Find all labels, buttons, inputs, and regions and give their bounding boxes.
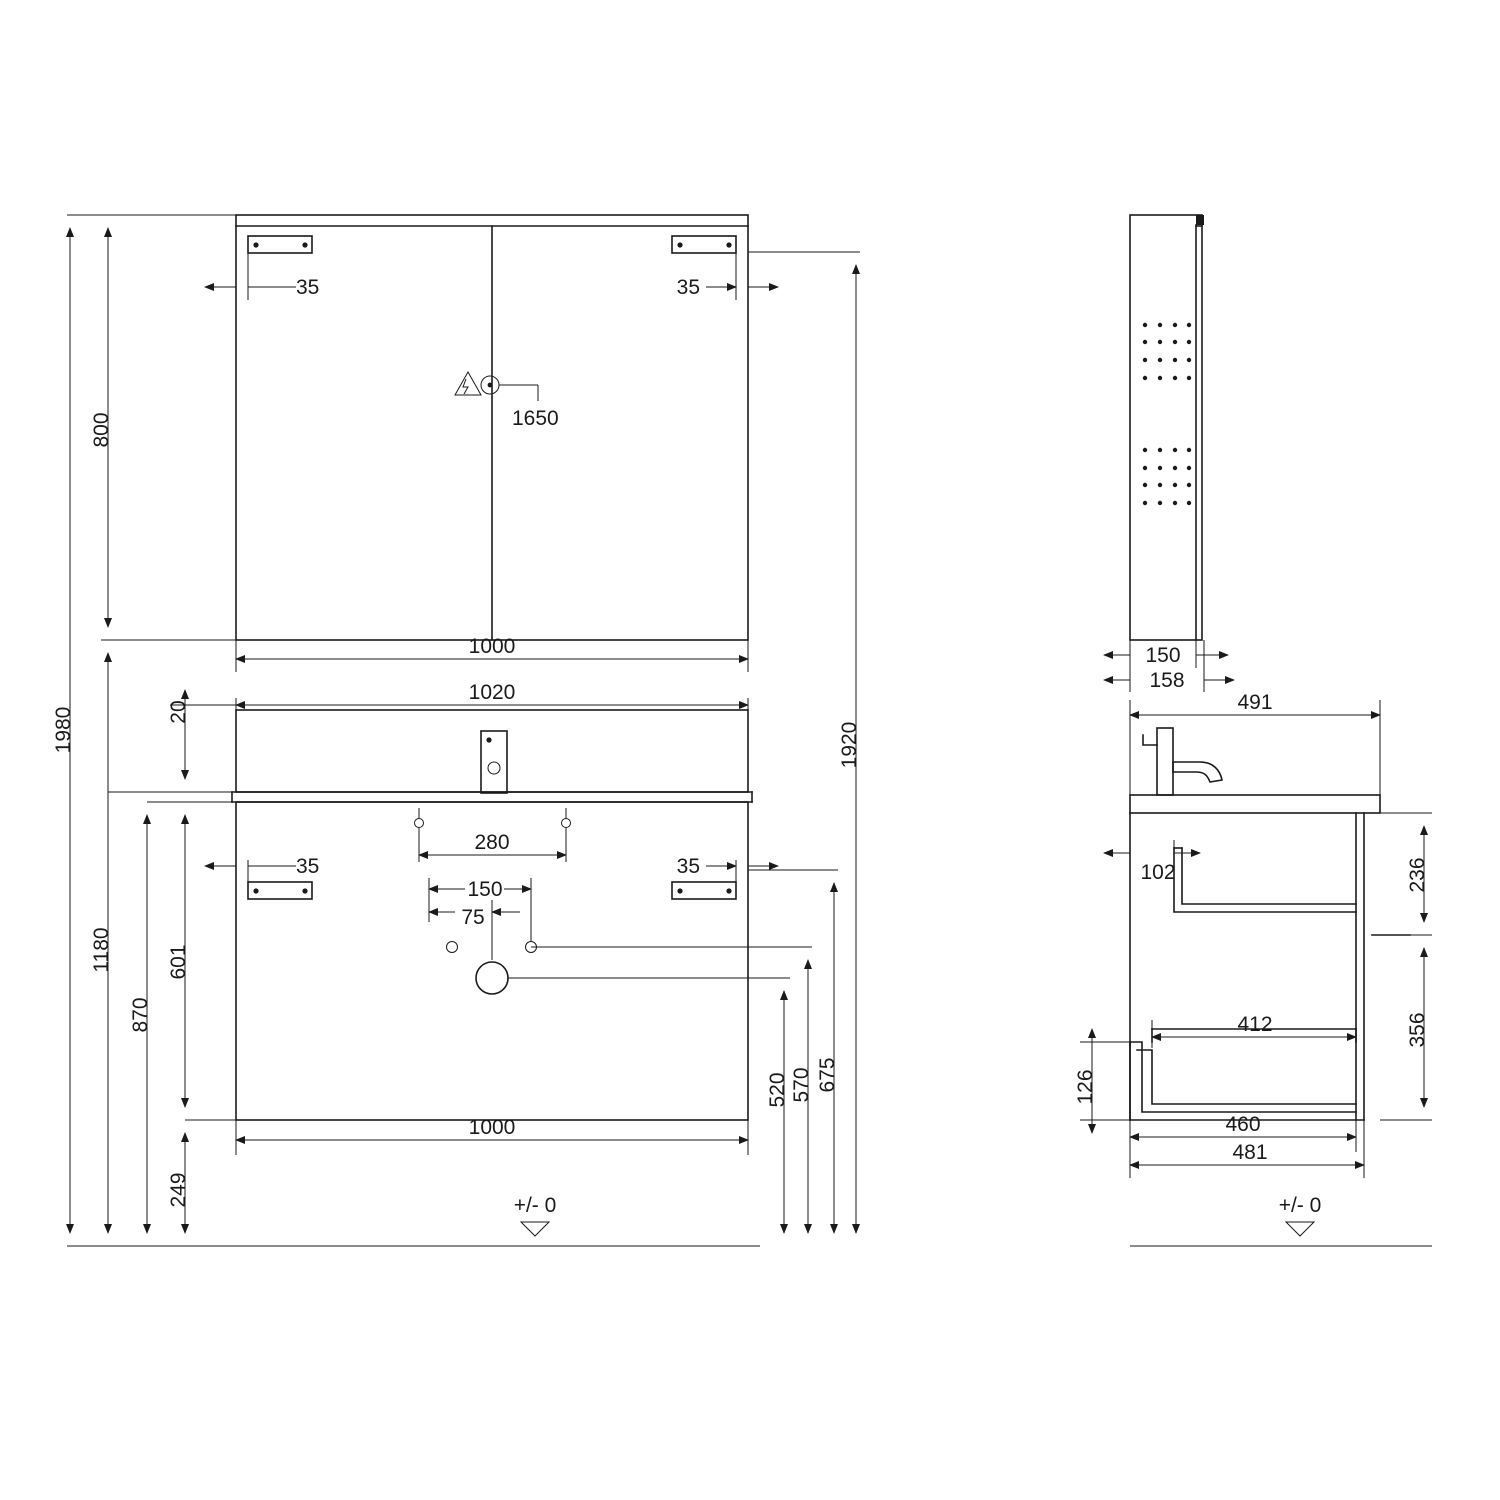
dim-total-height-1980 bbox=[52, 215, 236, 1246]
bracket-right-vanity bbox=[672, 882, 736, 899]
svg-text:460: 460 bbox=[1225, 1113, 1261, 1136]
svg-text:491: 491 bbox=[1237, 691, 1273, 714]
dim-fixing-spacing-280 bbox=[419, 828, 566, 862]
svg-text:481: 481 bbox=[1232, 1141, 1268, 1164]
svg-text:1980: 1980 bbox=[52, 706, 75, 754]
svg-text:800: 800 bbox=[90, 412, 113, 448]
svg-text:35: 35 bbox=[676, 855, 700, 878]
led-dots-upper bbox=[1143, 323, 1191, 380]
svg-text:1180: 1180 bbox=[90, 927, 113, 973]
svg-text:126: 126 bbox=[1074, 1069, 1097, 1105]
svg-text:20: 20 bbox=[167, 700, 190, 724]
vanity-unit-side bbox=[1130, 728, 1410, 1120]
dim-mirror-bracket-left-35 bbox=[205, 253, 319, 300]
svg-text:158: 158 bbox=[1149, 669, 1185, 692]
dim-drawer-back-102 bbox=[1104, 840, 1200, 884]
dim-basin-gap-20 bbox=[167, 690, 236, 792]
svg-text:35: 35 bbox=[296, 276, 320, 299]
led-dots-lower bbox=[1143, 448, 1191, 505]
svg-text:1000: 1000 bbox=[468, 1116, 516, 1139]
svg-text:+/- 0: +/- 0 bbox=[1278, 1194, 1322, 1217]
bracket-right-mirror bbox=[672, 236, 736, 253]
svg-text:1650: 1650 bbox=[512, 407, 559, 430]
svg-text:75: 75 bbox=[461, 906, 485, 929]
dim-upper-drawer-236 bbox=[1380, 813, 1432, 935]
dim-worktop-depth-491 bbox=[1130, 691, 1380, 795]
tap-side bbox=[1143, 728, 1222, 795]
dim-mirror-bracket-right-35 bbox=[677, 253, 778, 300]
mirror-cabinet-side bbox=[1130, 215, 1204, 640]
dim-worktop-height-1180 bbox=[90, 640, 236, 1233]
dim-vanity-bracket-left-35 bbox=[205, 855, 319, 882]
dim-waste-offset-75 bbox=[429, 900, 520, 960]
svg-text:520: 520 bbox=[766, 1072, 789, 1108]
svg-text:249: 249 bbox=[167, 1172, 190, 1208]
svg-text:1920: 1920 bbox=[838, 721, 861, 769]
svg-text:412: 412 bbox=[1237, 1013, 1273, 1036]
dim-plinth-249 bbox=[167, 1120, 236, 1233]
svg-text:1020: 1020 bbox=[468, 681, 516, 704]
dim-cabinet-body-601 bbox=[167, 802, 236, 1120]
svg-text:+/- 0: +/- 0 bbox=[513, 1194, 557, 1217]
dim-vanity-bracket-right-35 bbox=[677, 855, 778, 882]
svg-text:356: 356 bbox=[1406, 1012, 1429, 1048]
dim-vanity-width-1000 bbox=[236, 1116, 748, 1155]
svg-text:150: 150 bbox=[467, 878, 503, 901]
dim-socket-1650 bbox=[499, 385, 559, 430]
tap-block bbox=[481, 731, 507, 793]
svg-text:570: 570 bbox=[790, 1067, 813, 1103]
svg-text:280: 280 bbox=[474, 831, 510, 854]
svg-text:675: 675 bbox=[816, 1057, 839, 1093]
waste-outlet bbox=[476, 962, 508, 994]
bracket-left-mirror bbox=[248, 236, 312, 253]
svg-text:150: 150 bbox=[1145, 644, 1181, 667]
floor-reference-front bbox=[514, 1194, 557, 1236]
floor-reference-side bbox=[1279, 1194, 1322, 1236]
svg-text:601: 601 bbox=[167, 944, 190, 980]
dim-waste-height-675 bbox=[748, 870, 839, 1233]
dim-mirror-height-800 bbox=[90, 215, 236, 640]
svg-text:870: 870 bbox=[129, 997, 152, 1033]
svg-text:35: 35 bbox=[676, 276, 700, 299]
svg-text:35: 35 bbox=[296, 855, 320, 878]
svg-text:236: 236 bbox=[1406, 857, 1429, 893]
dim-drawer-inner-depth-412 bbox=[1152, 1013, 1356, 1048]
svg-text:1000: 1000 bbox=[468, 635, 516, 658]
dim-mirror-depth-150 bbox=[1104, 640, 1228, 668]
dim-cabinet-top-870 bbox=[129, 802, 236, 1233]
dim-basin-width-1020 bbox=[236, 681, 748, 712]
dim-plinth-side-126 bbox=[1074, 1029, 1142, 1133]
dim-lower-drawer-356 bbox=[1380, 948, 1432, 1120]
svg-text:102: 102 bbox=[1140, 861, 1176, 884]
bracket-left-vanity bbox=[248, 882, 312, 899]
supply-left bbox=[447, 942, 458, 953]
